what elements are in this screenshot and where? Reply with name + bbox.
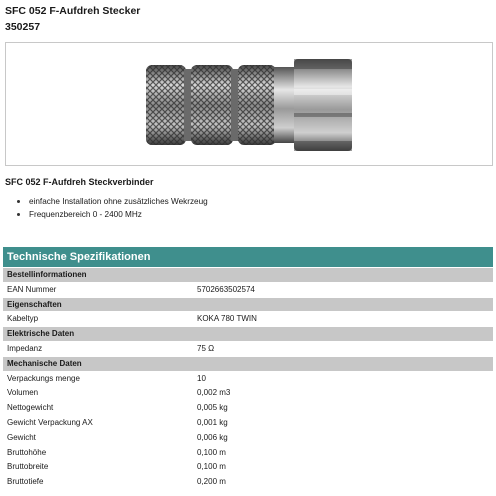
spec-key: Kabeltyp [7,314,39,324]
product-title-block [5,3,140,35]
spec-key: Gewicht Verpackung AX [7,417,93,427]
spec-section-title: Mechanische Daten [3,357,493,372]
spec-key: Verpackungs menge [7,373,80,383]
table-row [3,372,493,387]
table-row [3,283,493,298]
description-title: SFC 052 F-Aufdreh Steckverbinder [5,177,154,187]
feature-item: Frequenzbereich 0 - 2400 MHz [15,208,208,221]
product-image-frame [5,42,493,166]
table-row [3,416,493,431]
spec-key: Volumen [7,388,39,398]
spec-value: 5702663502574 [197,284,255,294]
spec-header: Technische Spezifikationen [3,247,493,267]
spec-value: KOKA 780 TWIN [197,314,257,324]
spec-value: 0,200 m [197,477,226,487]
spec-value: 0,100 m [197,462,226,472]
table-row [3,386,493,401]
spec-value: 0,001 kg [197,417,228,427]
spec-section-title: Elektrische Daten [3,327,493,342]
table-row [3,446,493,461]
spec-table [3,268,493,490]
spec-key: Gewicht [7,432,36,442]
product-title: SFC 052 F-Aufdreh Stecker [5,5,141,17]
spec-section-title: Bestellinformationen [3,268,493,283]
spec-key: Bruttohöhe [7,447,47,457]
spec-value: 0,006 kg [197,432,228,442]
table-row [3,342,493,357]
table-row [3,401,493,416]
spec-value: 0,002 m3 [197,388,231,398]
feature-list [15,195,208,221]
table-row [3,460,493,475]
f-connector-photo-icon [6,43,492,165]
table-row [3,312,493,327]
spec-value: 10 [197,373,206,383]
spec-section-title: Eigenschaften [3,298,493,313]
feature-item: einfache Installation ohne zusätzliches Wekrzeug [15,195,208,208]
article-number: 350257 [5,21,41,33]
table-row [3,431,493,446]
spec-key: Bruttobreite [7,462,49,472]
spec-key: Impedanz [7,343,43,353]
spec-key: Nettogewicht [7,403,54,413]
spec-value: 75 Ω [197,343,215,353]
spec-key: Bruttotiefe [7,477,44,487]
spec-value: 0,005 kg [197,403,228,413]
table-row [3,475,493,490]
spec-value: 0,100 m [197,447,226,457]
spec-key: EAN Nummer [7,284,57,294]
